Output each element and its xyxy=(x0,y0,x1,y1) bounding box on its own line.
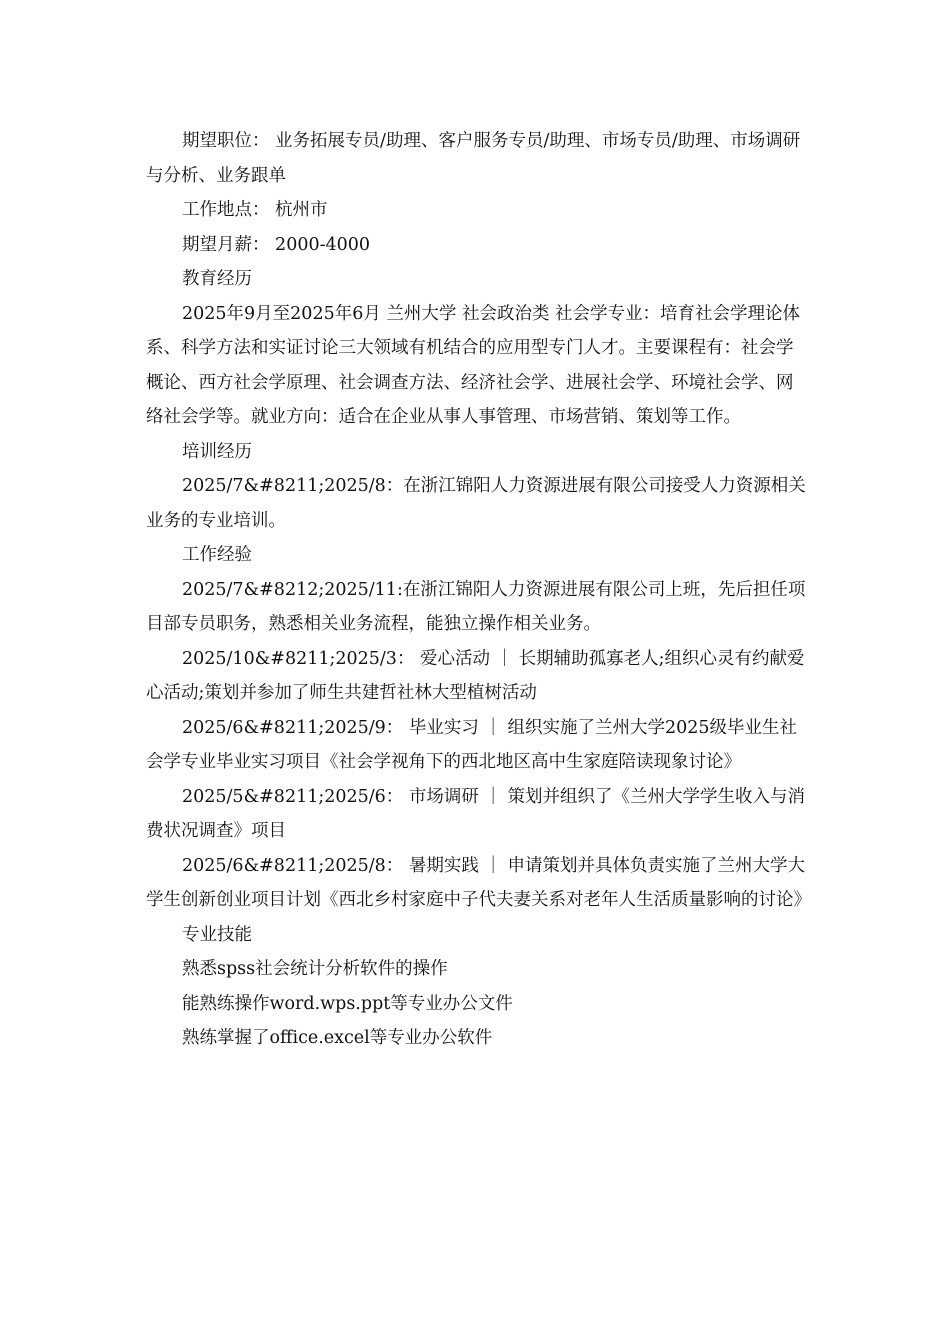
expected-salary-paragraph: 期望月薪： 2000-4000 xyxy=(182,234,371,255)
training-heading: 培训经历 xyxy=(182,441,252,462)
training-paragraph: 2025/7&#8211;2025/8：在浙江锦阳人力资源进展有限公司接受人力资源相关业务的专业培训。 xyxy=(146,476,806,531)
activity-paragraph-summer-practice: 2025/6&#8211;2025/8： 暑期实践 ｜ 申请策划并具体负责实施了兰州大学大学生创新创业项目计划《西北乡村家庭中子代夫妻关系对老年人生活质量影响的讨论》 xyxy=(146,855,811,910)
work-experience-paragraph: 2025/7&#8212;2025/11:在浙江锦阳人力资源进展有限公司上班，先后担任项目部专员职务，熟悉相关业务流程，能独立操作相关业务。 xyxy=(146,579,806,634)
skill-item-office-files: 能熟练操作word.wps.ppt等专业办公文件 xyxy=(182,993,513,1014)
work-experience-heading: 工作经验 xyxy=(182,545,252,565)
activity-paragraph-market-research: 2025/5&#8211;2025/6： 市场调研 ｜ 策划并组织了《兰州大学学生收入与消费状况调查》项目 xyxy=(146,786,805,841)
skill-item-office-software: 熟练掌握了office.excel等专业办公软件 xyxy=(182,1028,493,1048)
activity-paragraph-volunteer: 2025/10&#8211;2025/3： 爱心活动 ｜ 长期辅助孤寡老人;组织心灵有约献爱心活动;策划并参加了师生共建哲社林大型植树活动 xyxy=(146,648,805,703)
education-heading: 教育经历 xyxy=(182,269,252,289)
expected-position-paragraph: 期望职位： 业务拓展专员/助理、客户服务专员/助理、市场专员/助理、市场调研与分析、业务跟单 xyxy=(146,131,801,186)
work-location-paragraph: 工作地点： 杭州市 xyxy=(182,200,328,220)
document-body xyxy=(146,124,810,1056)
skill-item-spss: 熟悉spss社会统计分析软件的操作 xyxy=(182,959,448,979)
activity-paragraph-internship: 2025/6&#8211;2025/9： 毕业实习 ｜ 组织实施了兰州大学2025级毕业生社会学专业毕业实习项目《社会学视角下的西北地区高中生家庭陪读现象讨论》 xyxy=(146,717,798,772)
skills-heading: 专业技能 xyxy=(182,924,252,945)
education-paragraph: 2025年9月至2025年6月 兰州大学 社会政治类 社会学专业：培育社会学理论体系、科学方法和实证讨论三大领域有机结合的应用型专门人才。主要课程有：社会学概论、西方社会学原理、社会调查方法、经济社会学、进展社会学、环境社会学、网络社会学等。就业方向：适合在企业从事人事管理、市场营销、策划等工作。 xyxy=(146,303,801,427)
